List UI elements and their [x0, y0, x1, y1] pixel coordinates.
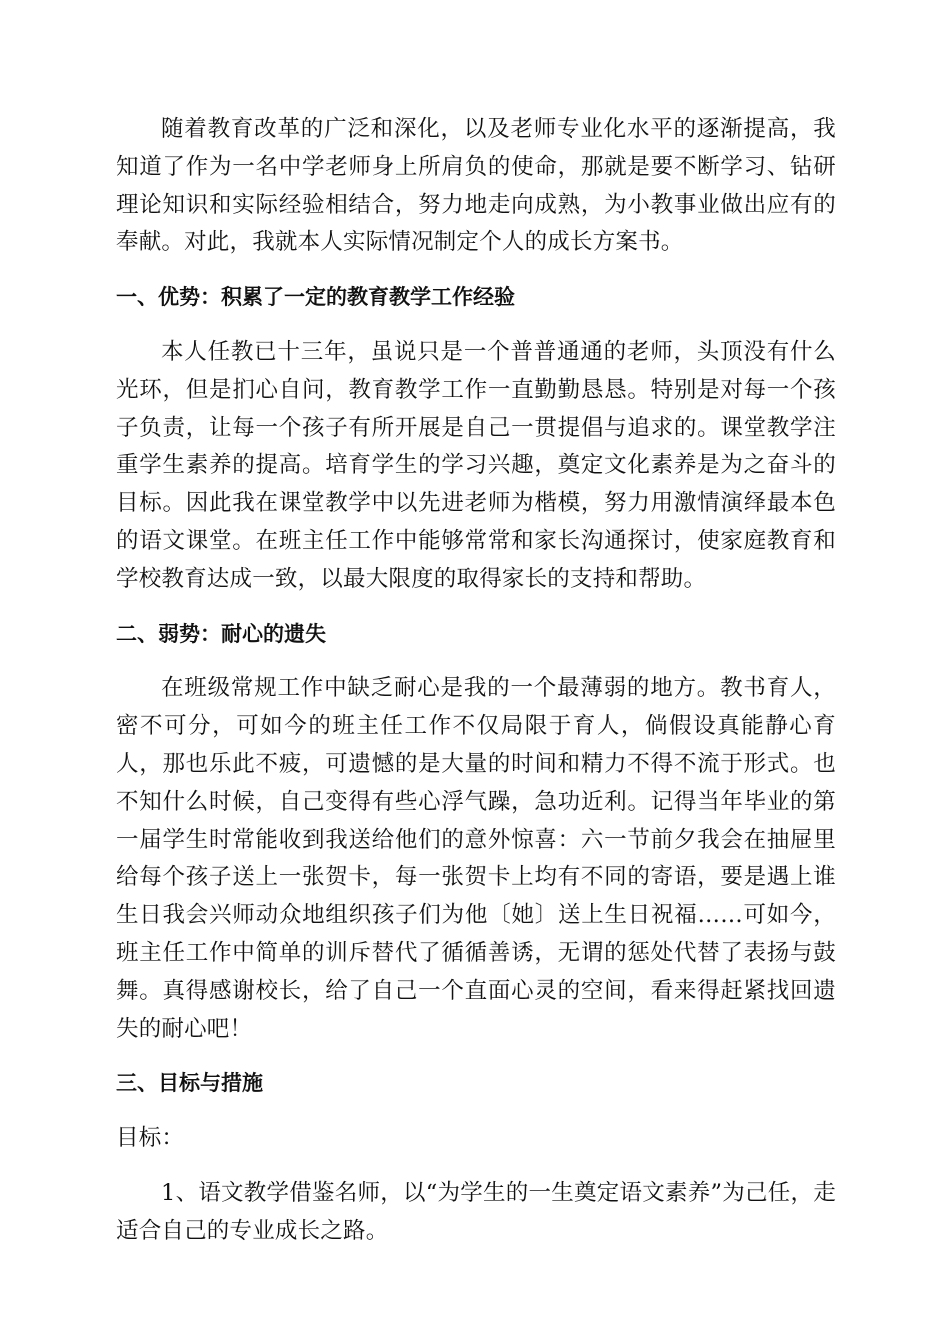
section-heading-weaknesses: 二、弱势：耐心的遗失 [116, 621, 326, 646]
section-heading-goals: 三、目标与措施 [116, 1071, 263, 1096]
goals-label: 目标： [116, 1125, 185, 1152]
strengths-paragraph: 本人任教已十三年，虽说只是一个普普通通的老师，头顶没有什么光环，但是扪心自问，教育教学工作一直勤勤恳恳。特别是对每一个孩子负责，让每一个孩子有所开展是自己一贯提倡与追求的。课堂教学注重学生素养的提高。培育学生的学习兴趣，奠定文化素养是为之奋斗的目标。因此我在课堂教学中以先进老师为楷模，努力用激情演绎最本色的语文课堂。在班主任工作中能够常常和家长沟通探讨，使家庭教育和学校教育达成一致，以最大限度的取得家长的支持和帮助。 [116, 338, 836, 592]
weaknesses-paragraph: 在班级常规工作中缺乏耐心是我的一个最薄弱的地方。教书育人，密不可分，可如今的班主任工作不仅局限于育人，倘假设真能静心育人，那也乐此不疲，可遗憾的是大量的时间和精力不得不流于形式。也不知什么时候，自己变得有些心浮气躁，急功近利。记得当年毕业的第一届学生时常能收到我送给他们的意外惊喜：六一节前夕我会在抽屉里给每个孩子送上一张贺卡，每一张贺卡上均有不同的寄语，要是遇上谁生日我会兴师动众地组织孩子们为他〔她〕送上生日祝福……可如今，班主任工作中简单的训斥替代了循循善诱，无谓的惩处代替了表扬与鼓舞。真得感谢校长，给了自己一个直面心灵的空间，看来得赶紧找回遗失的耐心吧！ [116, 675, 836, 1042]
intro-paragraph: 随着教育改革的广泛和深化，以及老师专业化水平的逐渐提高，我知道了作为一名中学老师身上所肩负的使命，那就是要不断学习、钻研理论知识和实际经验相结合，努力地走向成熟，为小教事业做出应有的奉献。对此，我就本人实际情况制定个人的成长方案书。 [116, 116, 836, 256]
document-body [116, 111, 836, 1251]
section-heading-strengths: 一、优势：积累了一定的教育教学工作经验 [116, 285, 515, 310]
goal-item-1: 1、语文教学借鉴名师，以“为学生的一生奠定语文素养”为己任，走适合自己的专业成长之路。 [116, 1179, 836, 1244]
